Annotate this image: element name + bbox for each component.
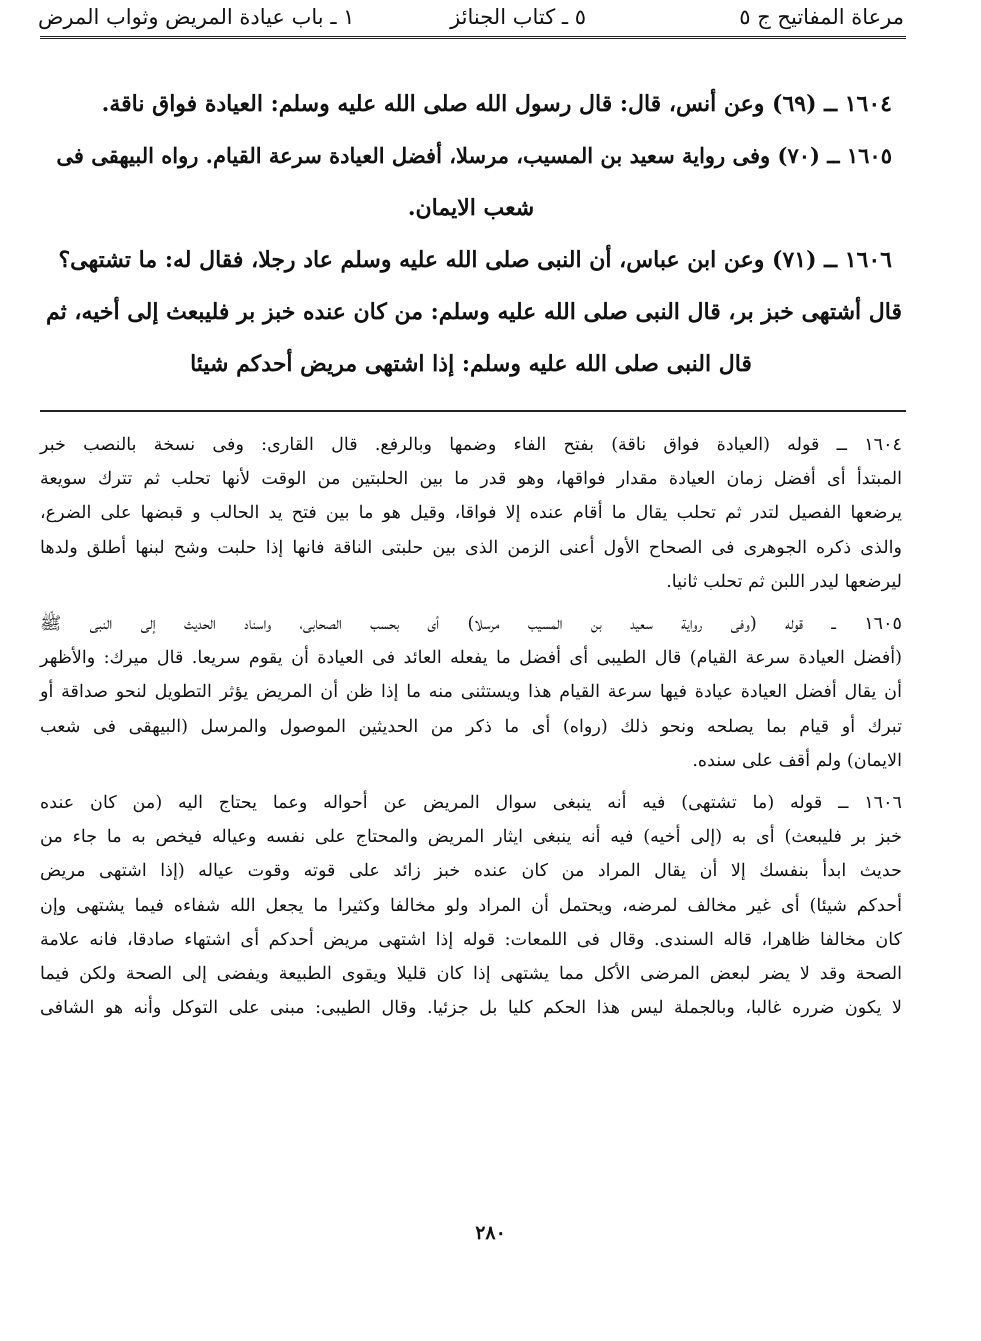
commentary-line: المبتدأ أى أفضل زمان العيادة مقدار فواقها، وهو قدر ما بين الحلبتين من الوقت لأنها تحلب ثم تترك سويعة [40,469,902,490]
section-divider [40,410,906,412]
header-rule [40,36,906,42]
commentary-line: ١٦٠٥ ــ قوله (وفى رواية سعيد بن المسيب مرسلا) أى بحسب الصحابى، واسناد الحديث إلى النبى ﷺ [40,614,902,635]
commentary-line: كان مخالفا ظاهرا، قاله السندى. وقال فى اللمعات: قوله إذا اشتهى مريض أحدكم أى اشتهاء صادقا، فانه علامة [40,929,902,950]
hadith-text [40,78,902,390]
commentary-line: خبز بر فليبعث) أى به (إلى أخيه) فيه أنه ينبغى ايثار المريض والمحتاج على نفسه وعياله فيخص به ما جاء من [40,827,902,848]
commentary-line: يرضعها الفصيل لتدر ثم تحلب يقال ما أقام عنده إلا فواقا، وقيل هو ما بين فتح يد الحالب و قبضها على الضرع، [40,503,902,524]
commentary-line: تبرك أو قيام بما يصلحه ونحو ذلك (رواه) أى ما ذكر من الحديثين الموصول والمرسل (البيهقى فى شعب [40,716,902,737]
commentary-line: الصحة وقد لا يضر لبعض المرضى الأكل مما يشتهى إذا كان قليلا ويقوى الطبيعة ويفضى إلى الصحة ولكن فيما [40,964,902,985]
hadith-line: ١٦٠٦ ــ (٧١) وعن ابن عباس، أن النبى صلى الله عليه وسلم عاد رجلا، فقال له: ما تشتهى؟ [58,247,892,273]
header-chapter: ٥ ـ كتاب الجنائز [450,5,586,29]
header-book-title: مرعاة المفاتيح ج ٥ [739,5,904,29]
hadith-line: ١٦٠٥ ــ (٧٠) وفى رواية سعيد بن المسيب، مرسلا، أفضل العيادة سرعة القيام. رواه البيهقى فى [56,143,892,168]
hadith-line: شعب الايمان. [407,195,535,221]
commentary-line: لا يكون ضرره غالبا، وبالجملة ليس هذا الحكم كليا بل جزئيا. وقال الطيبى: مبنى على التوكل وأنه هو الشافى [40,998,902,1019]
header-section: ١ ـ باب عيادة المريض وثواب المرض [38,5,355,29]
commentary-line: ١٦٠٤ ــ قوله (العيادة فواق ناقة) بفتح الفاء وضمها وبالرفع. قال القارى: وفى نسخة بالنصب خبر [40,435,902,455]
commentary-line: ليرضعها ليدر اللبن ثم تحلب ثانيا. [666,571,902,592]
commentary-line: أن يقال أفضل العيادة عيادة فيها سرعة القيام هذا ويستثنى منه ما إذا ظن أن المريض يؤثر التطويل لنحو صداقة أو [40,682,902,703]
running-header [38,0,904,34]
commentary-text [40,428,902,1025]
hadith-line: قال النبى صلى الله عليه وسلم: إذا اشتهى مريض أحدكم شيئا [190,351,752,377]
commentary-line: الايمان) ولم أقف على سنده. [692,750,902,771]
commentary-line: أحدكم شيئا) أى غير مخالف لمرضه، ويحتمل أن المراد ولو مخالفا وكثيرا ما يجعل الله شفاءه فيما يشتهى وإن [40,895,902,916]
commentary-line: حديث ابدأ بنفسك إلا أن يقال المراد من كان عنده خبز زائد على قوته وقوت عياله (إذا اشتهى مريض [40,861,902,882]
commentary-line: والذى ذكره الجوهرى فى الصحاح الأول أعنى الزمن الذى بين حلبتى الناقة فانها إذا حلبت وشح لبنها أطلق ولدها [40,537,902,558]
page-number: ٢٨٠ [475,1222,506,1244]
commentary-line: (أفضل العيادة سرعة القيام) قال الطيبى أى أفضل ما يفعله العائد فى العيادة أن يقوم سريعا. قال ميرك: والأظهر [40,648,902,669]
hadith-line: ١٦٠٤ ــ (٦٩) وعن أنس، قال: قال رسول الله صلى الله عليه وسلم: العيادة فواق ناقة. [101,91,892,117]
commentary-line: ١٦٠٦ ــ قوله (ما تشتهى) فيه أنه ينبغى سوال المريض عن أحواله وعما يحتاج اليه (من كان عنده [40,793,902,814]
hadith-line: قال أشتهى خبز بر، قال النبى صلى الله عليه وسلم: من كان عنده خبز بر فليبعث إلى أخيه، ثم [45,299,902,325]
